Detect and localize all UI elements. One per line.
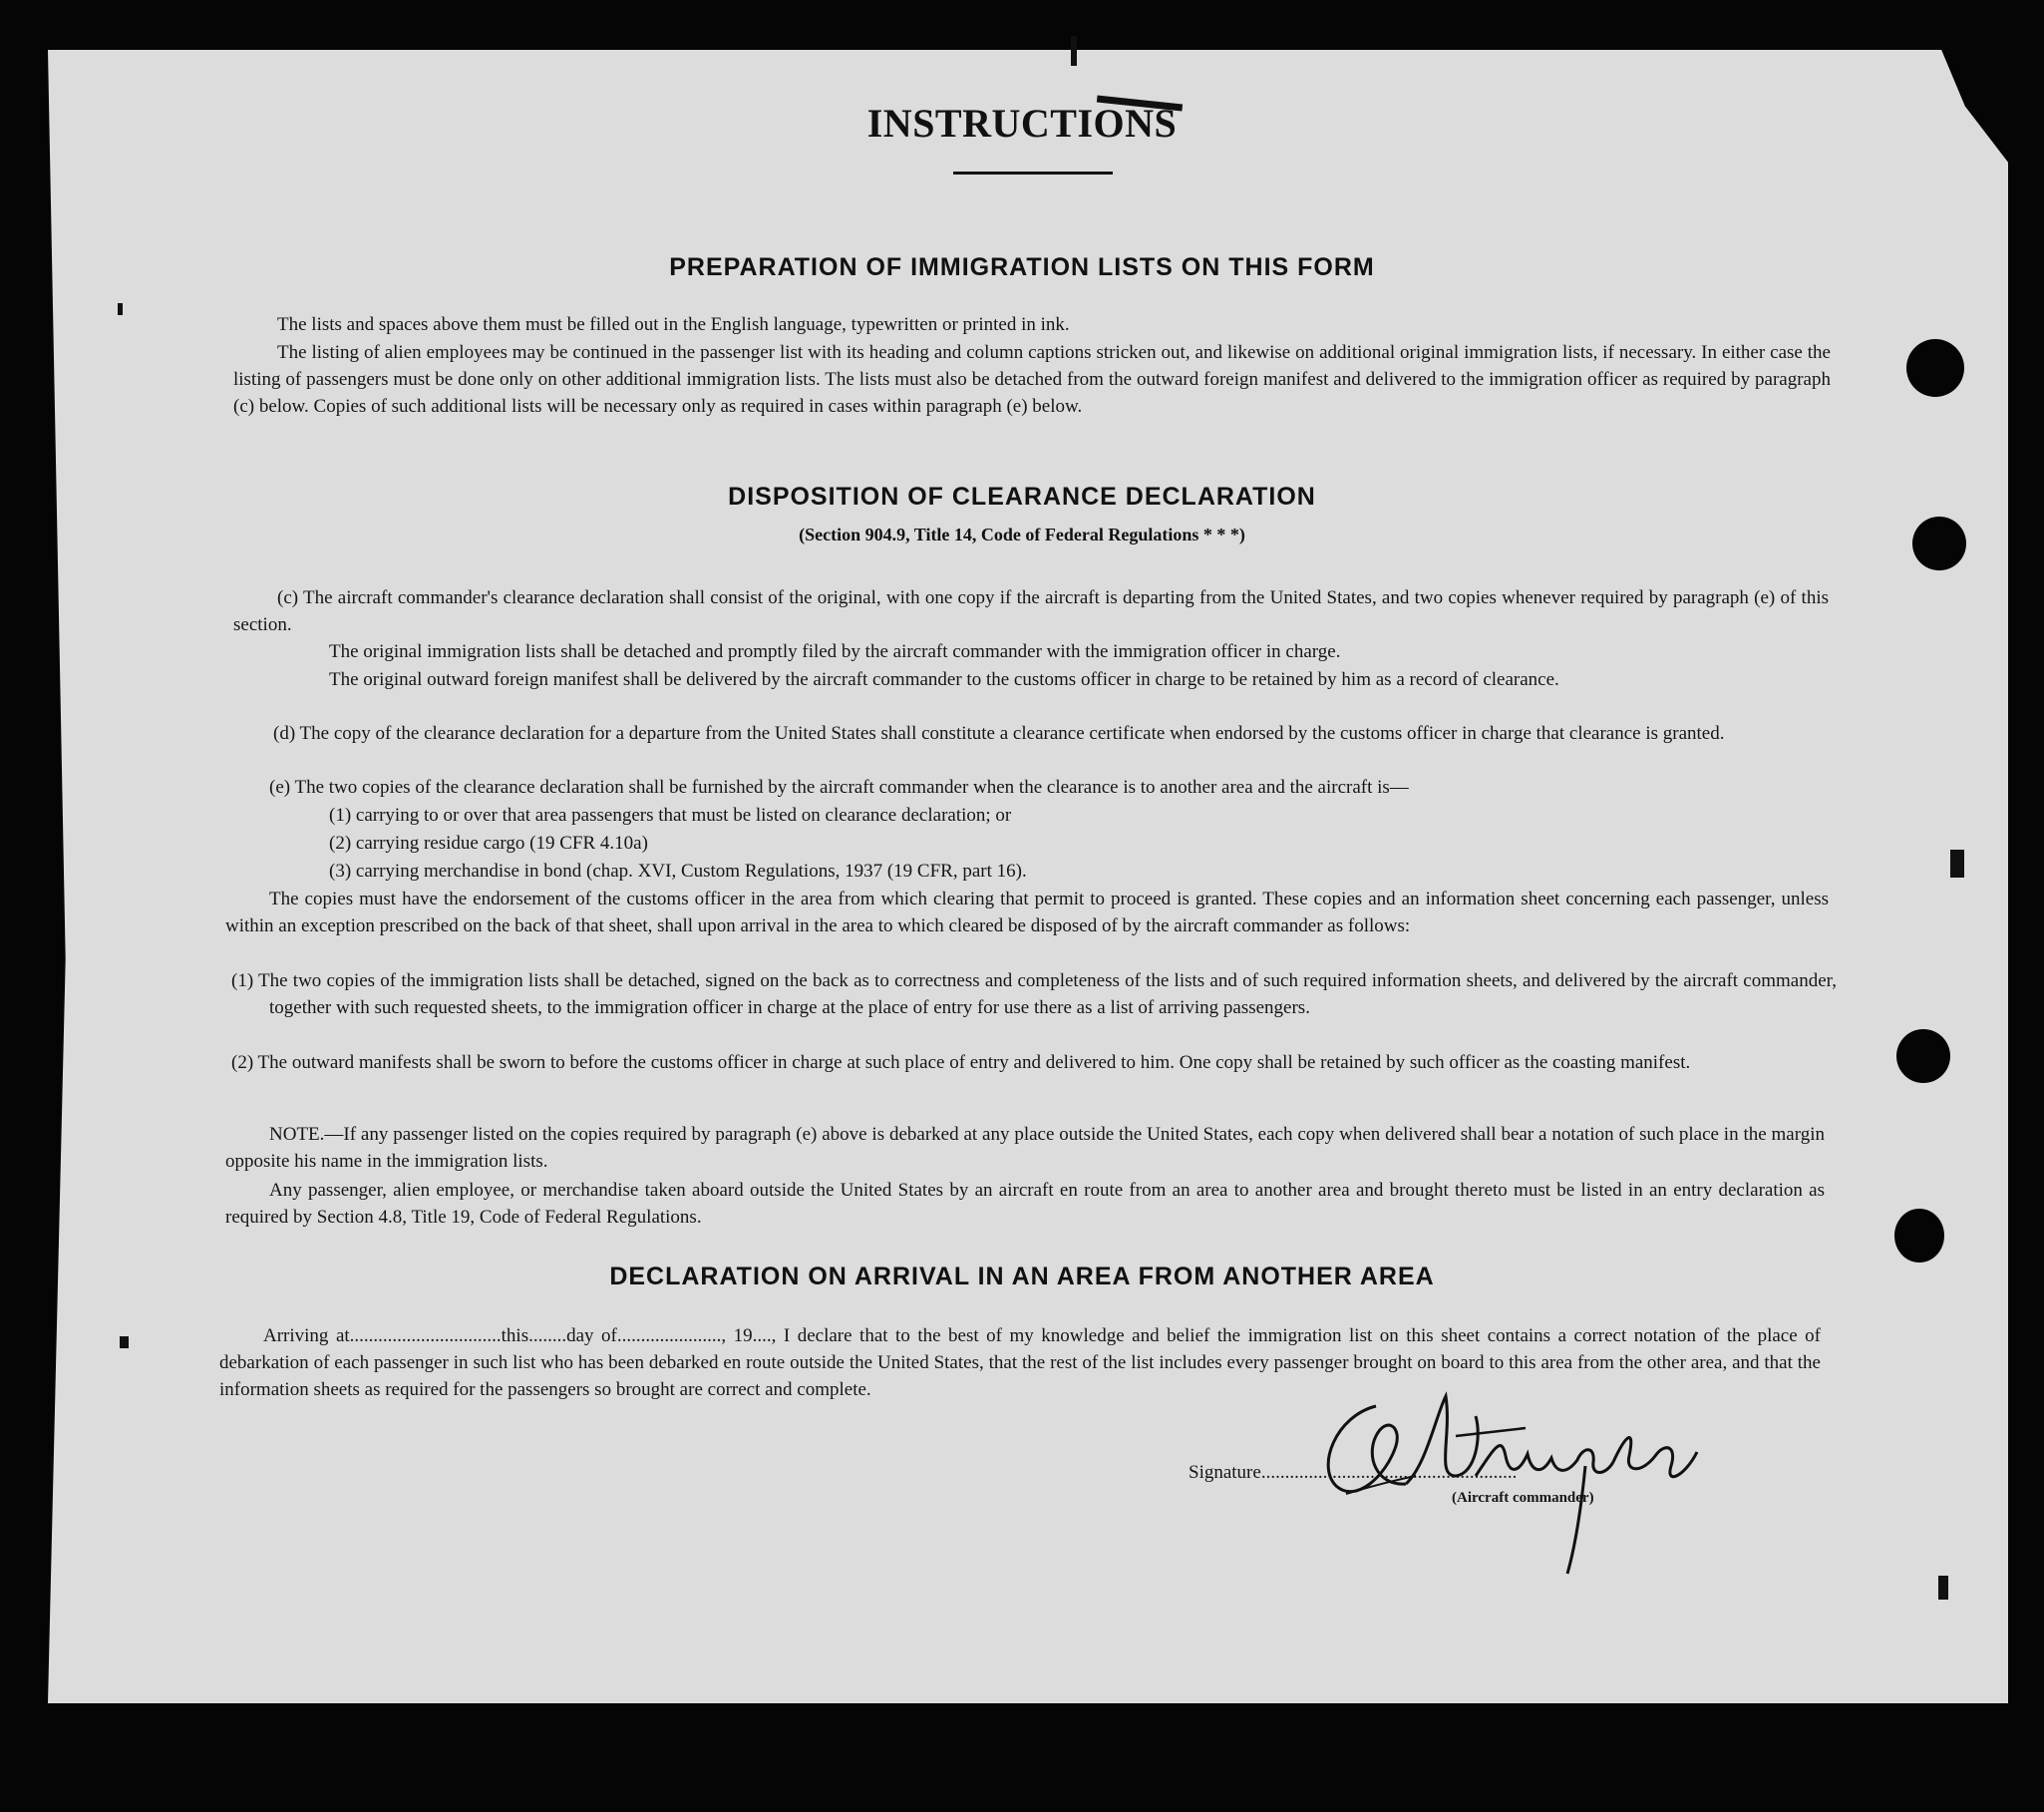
list-item-e1: (1) carrying to or over that area passengers that must be listed on clearance declaration; or [329, 805, 1012, 826]
section-citation: (Section 904.9, Title 14, Code of Federal Regulations * * *) [799, 525, 1245, 544]
section-heading-disposition: DISPOSITION OF CLEARANCE DECLARATION [728, 483, 1316, 511]
list-item-e3: (3) carrying merchandise in bond (chap. XVI, Custom Regulations, 1937 (19 CFR, part 16). [329, 861, 1027, 882]
paragraph-c-outward-manifest: The original outward foreign manifest shall be delivered by the aircraft commander to the customs officer in charge to be retained by him as a record of clearance. [329, 669, 1559, 690]
list-item-f2: (2) The outward manifests shall be sworn to before the customs officer in charge at such place of entry and delivered to him. One copy shall be retained by such officer as the coasting manifest. [231, 1052, 1691, 1073]
paragraph-copies: The copies must have the endorsement of the customs officer in the area from which clearing that permit to proceed is granted. These copies and an information sheet concerning each passenger, unless within an exception prescribed on the back of that sheet, shall upon arrival in the area to which cleared be disposed of by the aircraft commander as follows: [225, 889, 1829, 936]
section-heading-preparation: PREPARATION OF IMMIGRATION LISTS ON THIS FORM [669, 253, 1375, 281]
speck [118, 303, 123, 315]
paragraph-note: NOTE.—If any passenger listed on the copies required by paragraph (e) above is debarked at any place outside the United States, each copy when delivered shall bear a notation of such place in the margin opposite his name in the immigration lists. [225, 1124, 1825, 1172]
page-title: INSTRUCTIONS [866, 101, 1178, 146]
paragraph-c-immigration-lists: The original immigration lists shall be detached and promptly filed by the aircraft commander with the immigration officer in charge. [329, 641, 1341, 662]
paragraph-d: (d) The copy of the clearance declaration for a departure from the United States shall constitute a clearance certificate when endorsed by the customs officer in charge that clearance is granted. [273, 723, 1725, 744]
speck [1071, 36, 1077, 66]
speck [1938, 1576, 1948, 1600]
title-divider [953, 172, 1113, 175]
paragraph-e: (e) The two copies of the clearance declaration shall be furnished by the aircraft commander when the clearance is to another area and the aircraft is— [269, 777, 1409, 798]
punch-hole-4 [1894, 1209, 1944, 1263]
speck [1950, 850, 1964, 878]
signature-caption: (Aircraft commander) [1452, 1490, 1594, 1506]
handwritten-signature [1306, 1376, 1715, 1576]
punch-hole-3 [1896, 1029, 1950, 1083]
list-item-e2: (2) carrying residue cargo (19 CFR 4.10a) [329, 833, 648, 854]
punch-hole-1 [1906, 339, 1964, 397]
paragraph-declaration: Arriving at................................this........day of......................, 19...., I declare that to the best of my knowledge and belief the immigration list on this sheet contains a correct notation of the place of debarkation of each passenger in such list who has been debarked en route outside the United States, that the rest of the list includes every passenger brought on board to this area from the other area, and that the information sheets as required for the passengers so brought are correct and complete. [219, 1325, 1821, 1400]
paragraph-any-passenger: Any passenger, alien employee, or merchandise taken aboard outside the United States by an aircraft en route from an area to another area and brought thereto must be listed in an entry declaration as required by Section 4.8, Title 19, Code of Federal Regulations. [225, 1180, 1825, 1228]
paragraph-alien-employees: The listing of alien employees may be continued in the passenger list with its heading and column captions stricken out, and likewise on additional original immigration lists, if necessary. In either case the listing of passengers must be done only on other additional immigration lists. The lists must also be detached from the outward foreign manifest and delivered to the immigration officer as required by paragraph (c) below. Copies of such additional lists will be necessary only as required in cases within paragraph (e) below. [233, 342, 1831, 417]
paragraph-language: The lists and spaces above them must be filled out in the English language, typewritten or printed in ink. [277, 314, 1070, 335]
signature-dots: ...................................................... [1260, 1462, 1518, 1483]
signature-label: Signature [1189, 1462, 1261, 1483]
speck [120, 1336, 129, 1348]
paragraph-c: (c) The aircraft commander's clearance declaration shall consist of the original, with one copy if the aircraft is departing from the United States, and two copies whenever required by paragraph (e) of this section. [233, 587, 1829, 635]
section-heading-declaration: DECLARATION ON ARRIVAL IN AN AREA FROM ANOTHER AREA [609, 1263, 1435, 1290]
list-item-f1: (1) The two copies of the immigration lists shall be detached, signed on the back as to correctness and completeness of the lists and of such required information sheets, and delivered by the aircraft commander, together with such requested sheets, to the immigration officer in charge at the place of entry for use there as a list of arriving passengers. [231, 970, 1837, 1018]
